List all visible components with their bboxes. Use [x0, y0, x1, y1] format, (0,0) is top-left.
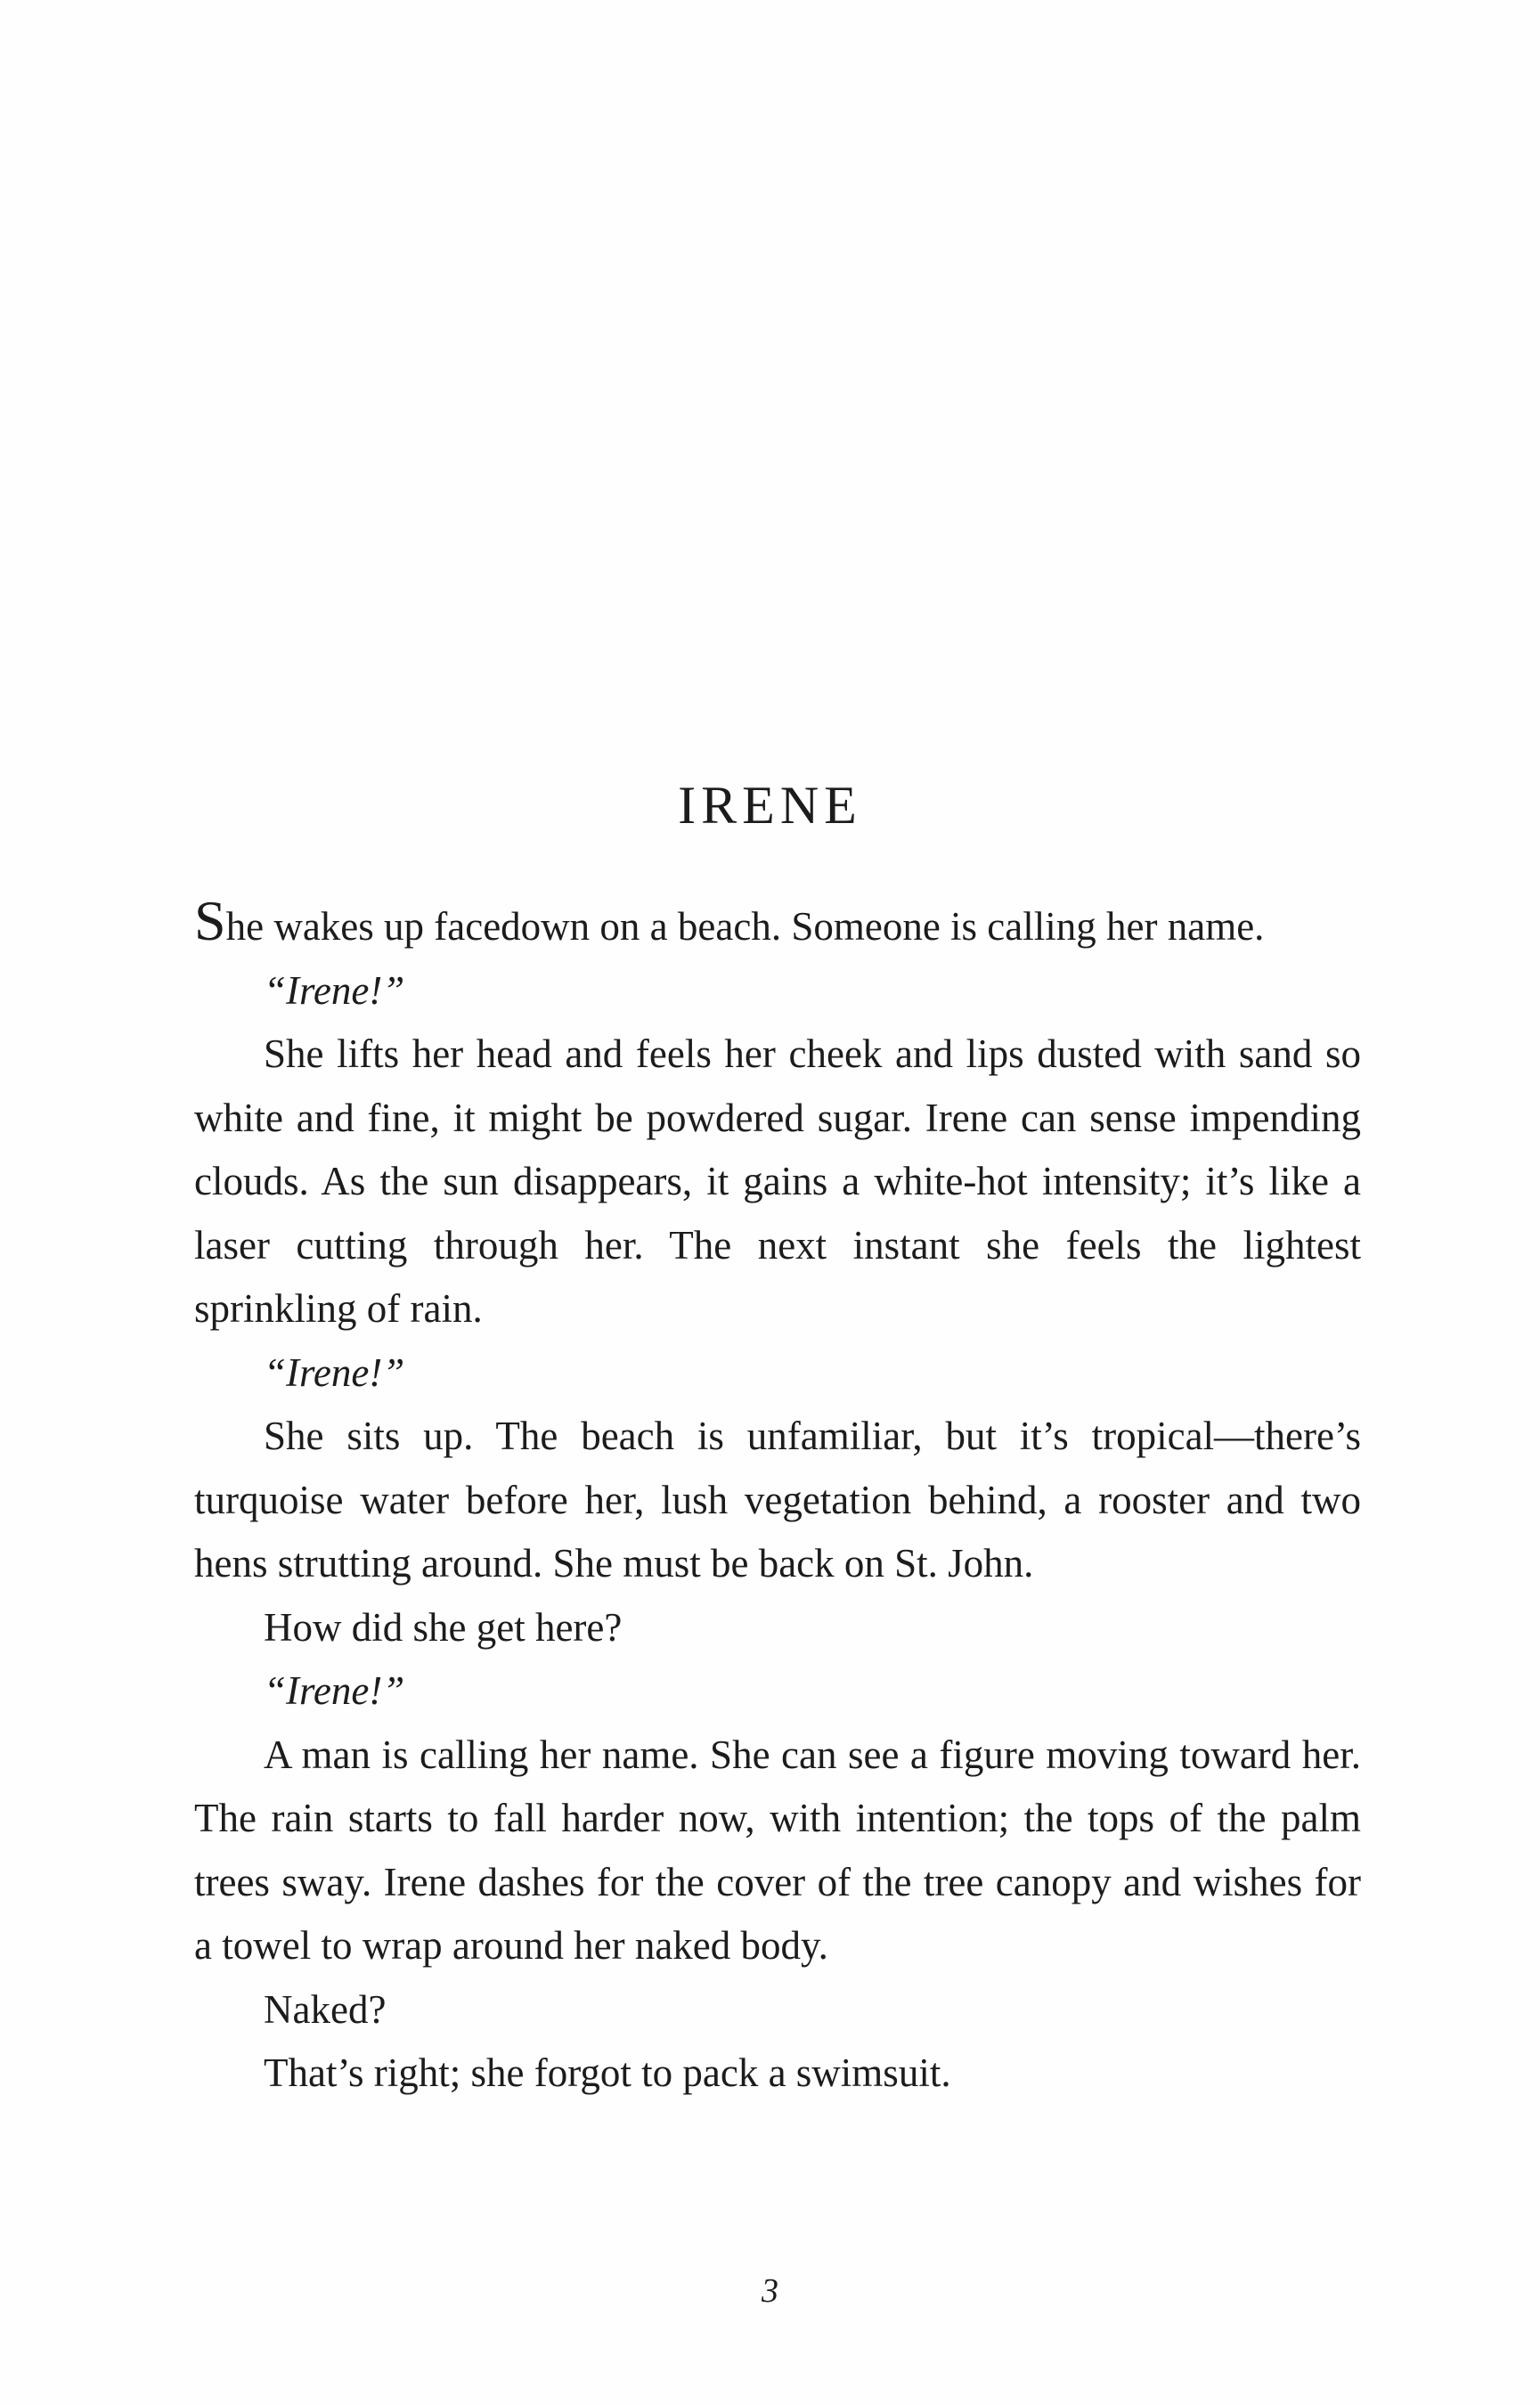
chapter-title: IRENE [678, 776, 862, 835]
paragraph: She lifts her head and feels her cheek and lips dusted with sand so white and fine, it might be powdered sugar. Irene can sense impending clouds. As the sun disappears, it gains a white-hot intensity; it’s like a laser cutting through her. The next instant she feels the lightest sprinkling of rain. [194, 1031, 1361, 1331]
paragraph [194, 889, 1361, 959]
dialogue-line: “Irene!” [264, 1349, 405, 1395]
paragraph: That’s right; she forgot to pack a swimsuit. [264, 2050, 951, 2095]
dialogue-line: “Irene!” [264, 1668, 405, 1713]
page-number: 3 [762, 2272, 778, 2310]
paragraph: She sits up. The beach is unfamiliar, but it’s tropical—there’s turquoise water before her, lush vegetation behind, a rooster and two hens strutting around. She must be back on St. John. [194, 1414, 1361, 1586]
paragraph: Naked? [264, 1986, 387, 2032]
paragraph: How did she get here? [264, 1604, 623, 1650]
drop-cap: S [194, 889, 226, 952]
dialogue-line: “Irene!” [264, 967, 405, 1013]
paragraph-text: he wakes up facedown on a beach. Someone is calling her name. [225, 904, 1265, 949]
body-text [194, 889, 1361, 2106]
paragraph: A man is calling her name. She can see a figure moving toward her. The rain starts to fall harder now, with intention; the tops of the palm trees sway. Irene dashes for the cover of the tree canopy and wishes for a towel to wrap around her naked body. [194, 1732, 1361, 1968]
